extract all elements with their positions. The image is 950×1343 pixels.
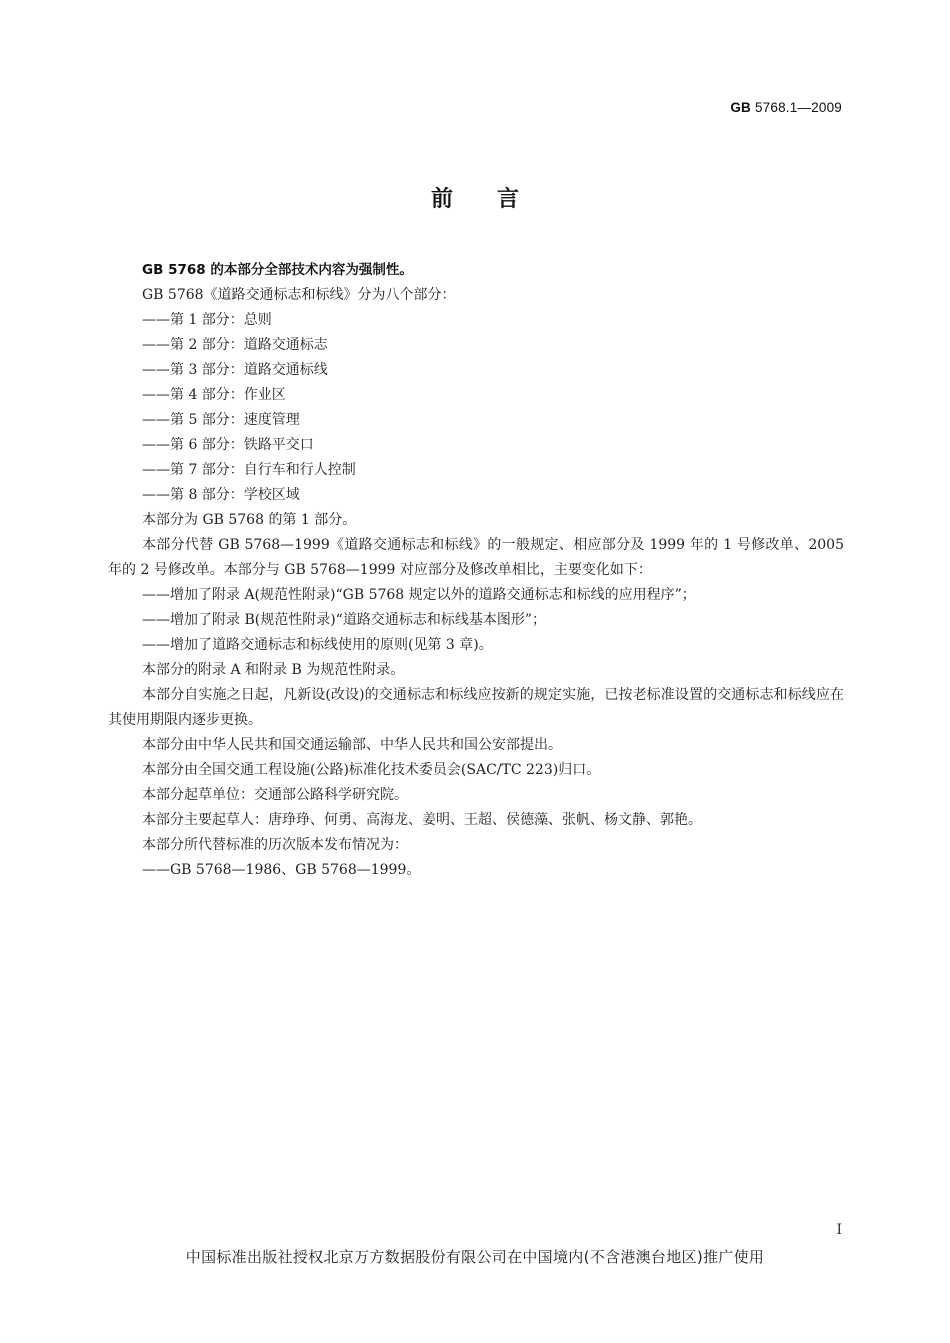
change-item: ——增加了附录 A(规范性附录)“GB 5768 规定以外的道路交通标志和标线的应用程序”； <box>142 587 696 603</box>
foreword-body <box>108 258 844 883</box>
annex-statement: 本部分的附录 A 和附录 B 为规范性附录。 <box>142 662 405 678</box>
footer-license: 中国标准出版社授权北京万方数据股份有限公司在中国境内(不含港澳台地区)推广使用 <box>185 1248 765 1266</box>
part-item: ——第 8 部分：学校区域 <box>142 487 300 503</box>
part-item: ——第 1 部分：总则 <box>142 312 272 328</box>
standard-number: 5768.1—2009 <box>754 100 842 115</box>
page-number: I <box>836 1222 842 1238</box>
implementation-statement: 本部分自实施之日起，凡新设(改设)的交通标志和标线应按新的规定实施，已按老标准设置的交通标志和标线应在其使用期限内逐步更换。 <box>108 687 844 728</box>
history-intro: 本部分所代替标准的历次版本发布情况为： <box>142 837 408 853</box>
change-item: ——增加了道路交通标志和标线使用的原则(见第 3 章)。 <box>142 637 493 653</box>
part-statement: 本部分为 GB 5768 的第 1 部分。 <box>142 512 357 528</box>
drafters: 本部分主要起草人：唐琤琤、何勇、高海龙、姜明、王超、侯德藻、张帆、杨文静、郭艳。 <box>142 812 702 828</box>
history-item: ——GB 5768—1986、GB 5768—1999。 <box>142 862 421 878</box>
part-item: ——第 6 部分：铁路平交口 <box>142 437 314 453</box>
committee-statement: 本部分由全国交通工程设施(公路)标准化技术委员会(SAC/TC 223)归口。 <box>142 762 601 778</box>
replacement-statement: 本部分代替 GB 5768—1999《道路交通标志和标线》的一般规定、相应部分及 1999 年的 1 号修改单、2005 年的 2 号修改单。本部分与 GB 5768—1999 对应部分及修改单相比，主要变化如下： <box>108 537 844 578</box>
part-item: ——第 2 部分：道路交通标志 <box>142 337 328 353</box>
part-item: ——第 5 部分：速度管理 <box>142 412 300 428</box>
standard-code <box>730 100 842 115</box>
mandatory-statement: GB 5768 的本部分全部技术内容为强制性。 <box>142 262 413 278</box>
page-title: 前言 <box>430 187 563 212</box>
change-item: ——增加了附录 B(规范性附录)“道路交通标志和标线基本图形”； <box>142 612 546 628</box>
drafting-unit: 本部分起草单位：交通部公路科学研究院。 <box>142 787 408 803</box>
part-item: ——第 7 部分：自行车和行人控制 <box>142 462 356 478</box>
parts-intro: GB 5768《道路交通标志和标线》分为八个部分： <box>142 287 456 303</box>
part-item: ——第 4 部分：作业区 <box>142 387 286 403</box>
standard-prefix: GB <box>730 100 752 115</box>
part-item: ——第 3 部分：道路交通标线 <box>142 362 328 378</box>
proposer-statement: 本部分由中华人民共和国交通运输部、中华人民共和国公安部提出。 <box>142 737 562 753</box>
